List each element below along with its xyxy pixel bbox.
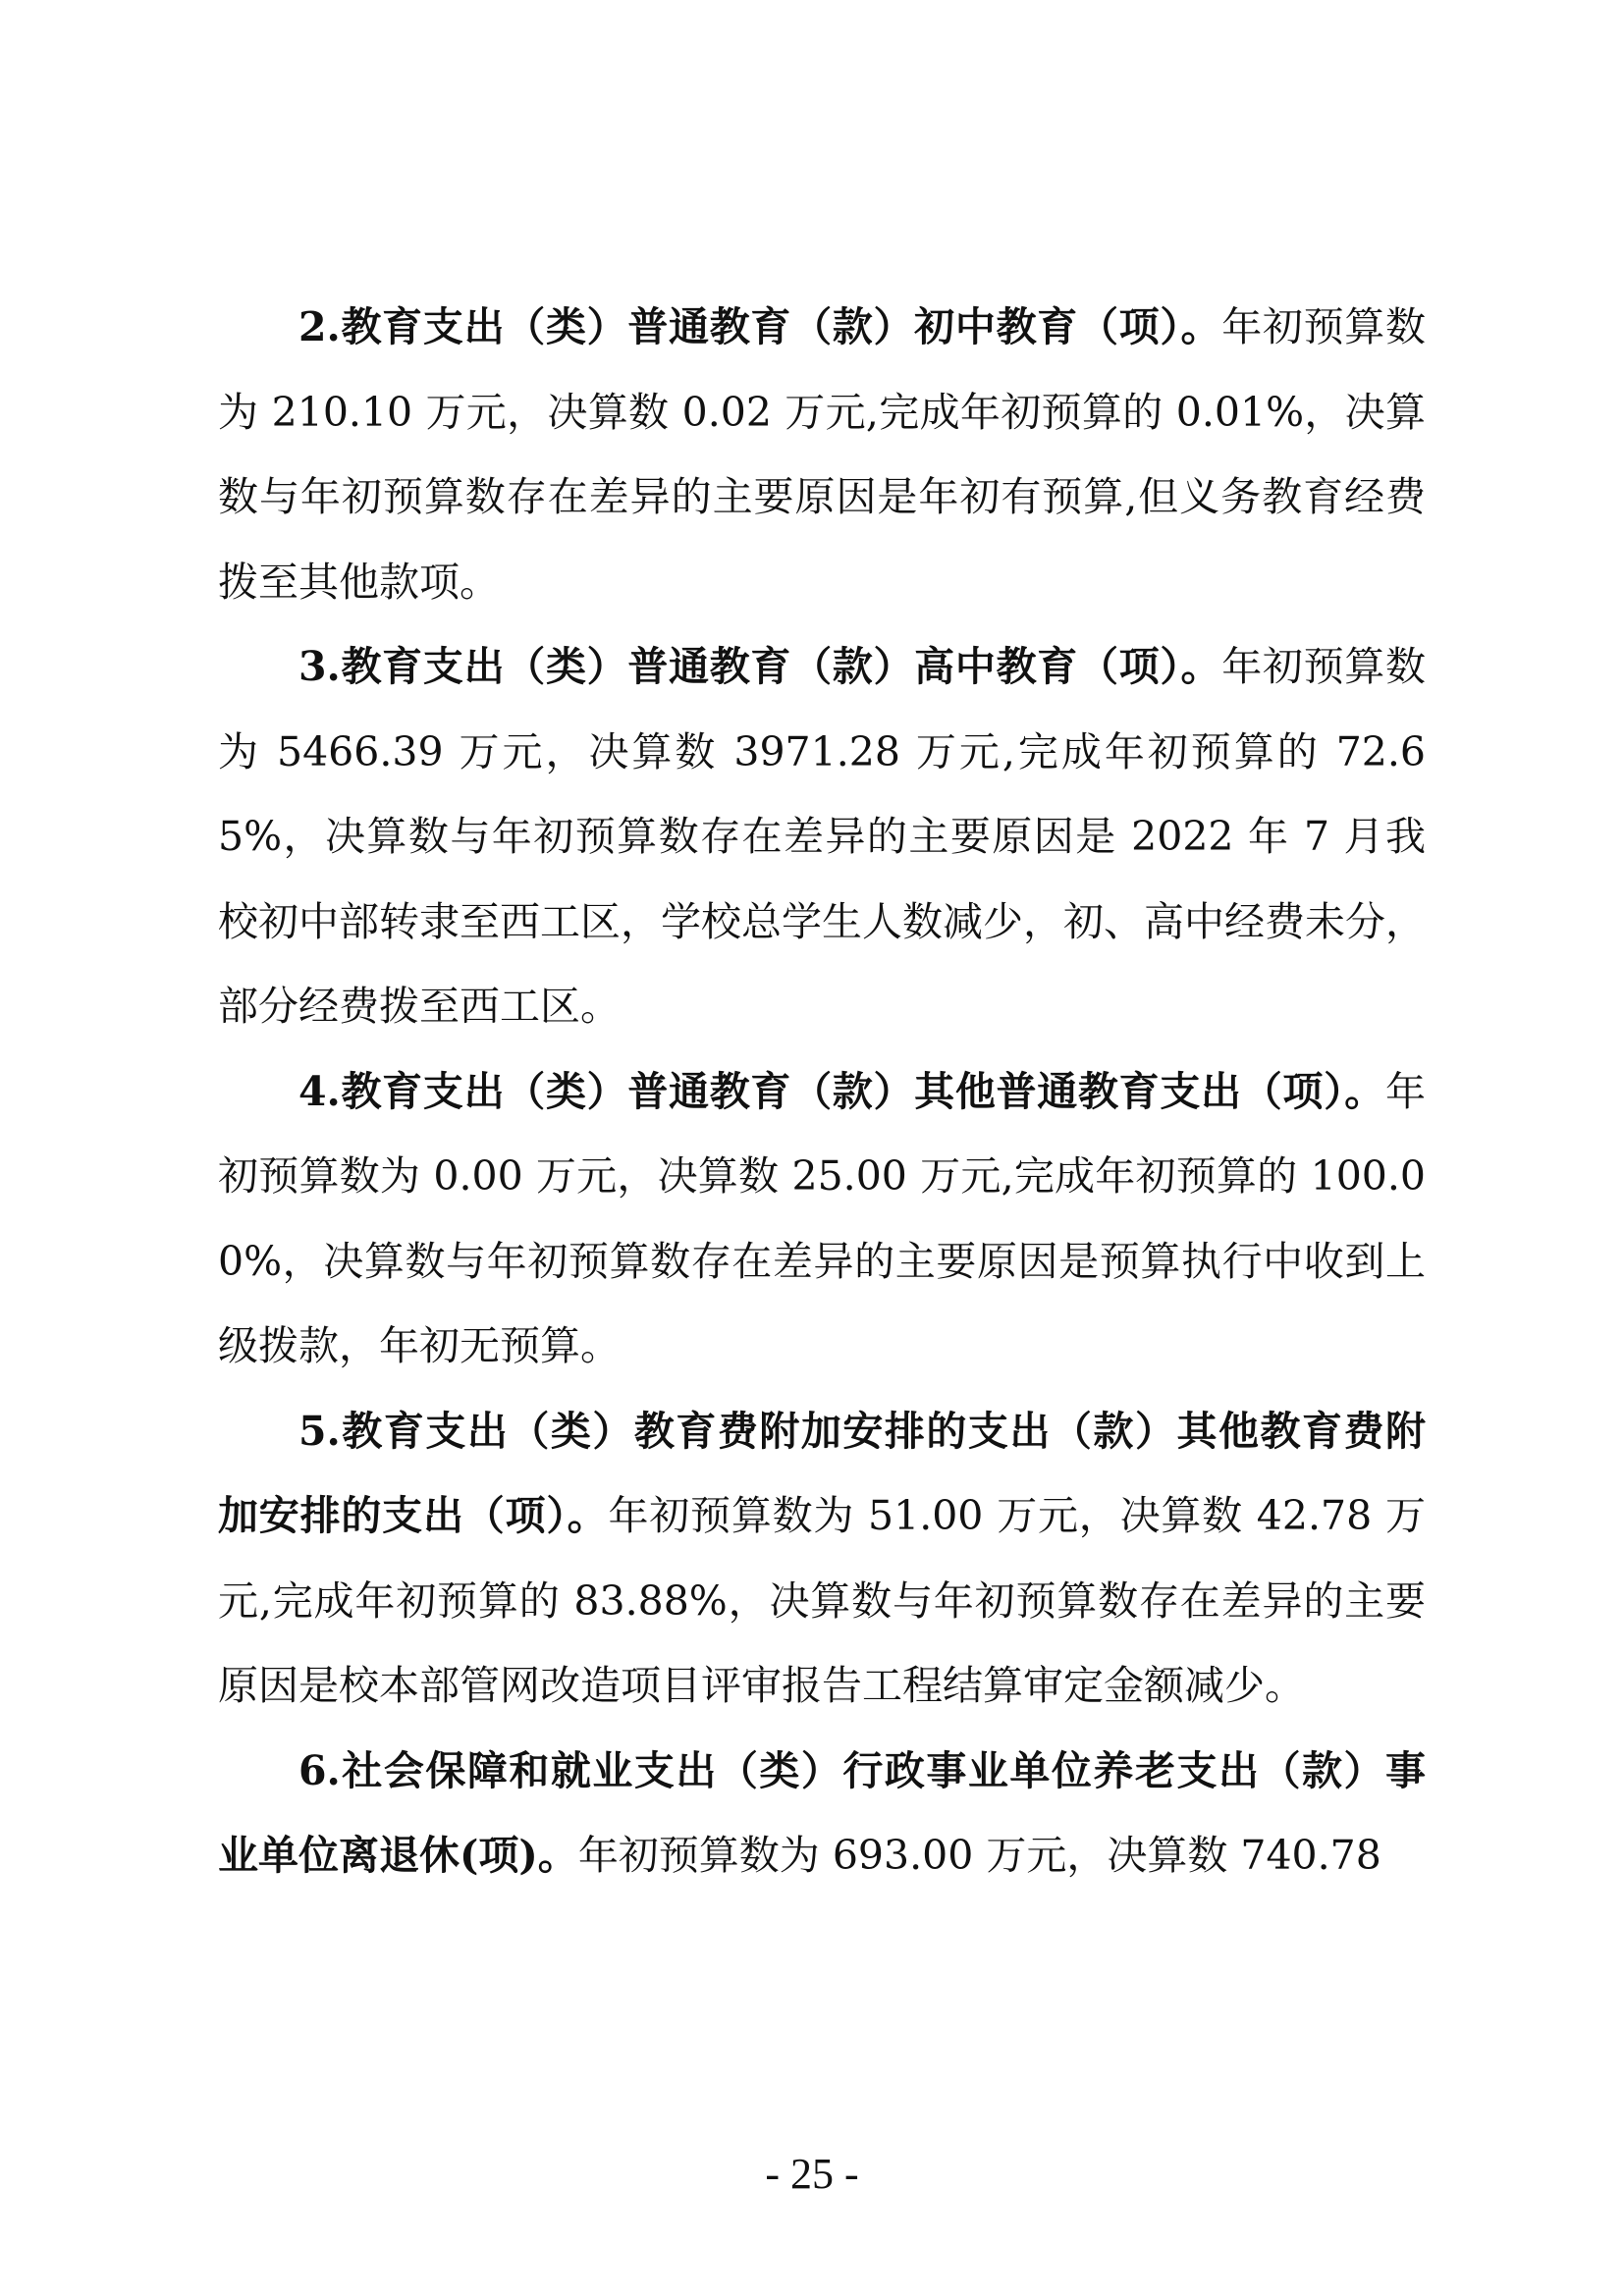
page-number: - 25 -	[765, 2150, 859, 2198]
paragraph-junior-high-education	[218, 285, 1426, 624]
paragraph-retirement-expenditure	[218, 1729, 1426, 1898]
paragraph-text: 年初预算数为 693.00 万元，决算数 740.78	[577, 1832, 1381, 1879]
paragraph-heading: 5.教育支出（类）教育费附加安排的支出（款）其他教育费附加安排的支出（项）。	[218, 1407, 1426, 1539]
paragraph-education-surcharge	[218, 1389, 1426, 1729]
paragraph-text: 年初预算数为 51.00 万元，决算数 42.78 万元,完成年初预算的 83.88%，决算数与年初预算数存在差异的主要原因是校本部管网改造项目评审报告工程结算审定金额减少。	[218, 1492, 1426, 1709]
paragraph-heading: 6.社会保障和就业支出（类）行政事业单位养老支出（款）事业单位离退休(项)。	[218, 1746, 1426, 1879]
paragraph-text: 年初预算数为 0.00 万元，决算数 25.00 万元,完成年初预算的 100.00%，决算数与年初预算数存在差异的主要原因是预算执行中收到上级拨款，年初无预算。	[218, 1067, 1426, 1369]
paragraph-other-general-education	[218, 1049, 1426, 1389]
paragraph-heading: 4.教育支出（类）普通教育（款）其他普通教育支出（项）。	[298, 1067, 1385, 1115]
paragraph-text: 年初预算数为 5466.39 万元，决算数 3971.28 万元,完成年初预算的 72.65%，决算数与年初预算数存在差异的主要原因是 2022 年 7 月我校初中部转隶至西工区，学校总学生人数减少，初、高中经费未分，部分经费拨至西工区。	[218, 643, 1426, 1030]
page-body	[218, 285, 1426, 1898]
paragraph-heading: 3.教育支出（类）普通教育（款）高中教育（项）。	[298, 643, 1222, 690]
paragraph-senior-high-education	[218, 624, 1426, 1049]
paragraph-text: 年初预算数为 210.10 万元，决算数 0.02 万元,完成年初预算的 0.01%，决算数与年初预算数存在差异的主要原因是年初有预算,但义务教育经费拨至其他款项。	[218, 303, 1426, 606]
paragraph-heading: 2.教育支出（类）普通教育（款）初中教育（项）。	[298, 303, 1222, 350]
